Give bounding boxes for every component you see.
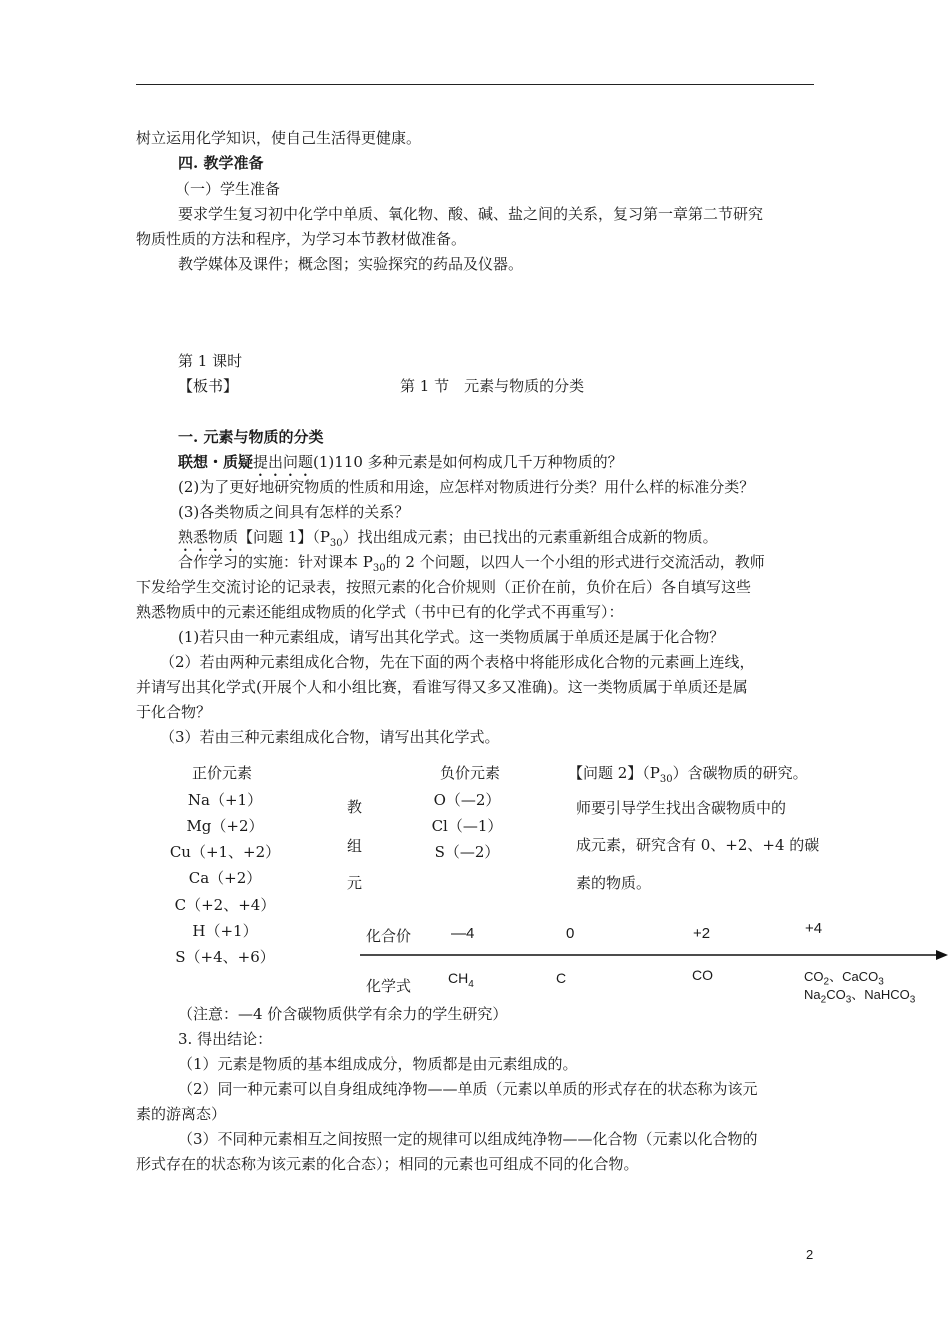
formula-text: CO (804, 969, 824, 984)
problem-1-text: ）找出组成元素；由已找出的元素重新组合成新的物质。 (342, 528, 718, 546)
board-label: 【板书】 (178, 377, 239, 395)
intro-text: 树立运用化学知识，使自己生活得更健康。 (136, 129, 422, 147)
negative-element: S（—2） (434, 843, 500, 861)
header-rule (136, 84, 814, 85)
formula-text: CH (448, 970, 469, 986)
prep-line-1: 要求学生复习初中化学中单质、氧化物、酸、碱、盐之间的关系，复习第一章第二节研究 (178, 205, 764, 223)
conclusion-3-line-2: 形式存在的状态称为该元素的化合态）；相同的元素也可组成不同的化合物。 (136, 1155, 639, 1173)
page-subscript: 30 (372, 563, 386, 574)
question-1: (1)110 多种元素是如何构成几千万种物质的？ (313, 453, 623, 471)
raise-question-label: 提出问题 (253, 453, 314, 471)
lesson-label: 第 1 课时 (178, 352, 243, 370)
negative-valence-header: 负价元素 (440, 764, 501, 782)
cooperative-line-3: 熟悉物质中的元素还能组成物质的化学式（书中已有的化学式不再重写）： (136, 603, 624, 621)
valence-tick: +4 (805, 920, 823, 937)
coop-text-a: 合作学习的实施：针对课本 P (178, 553, 373, 571)
problem-2-line-4: 素的物质。 (576, 874, 652, 892)
middle-char: 元 (347, 874, 363, 892)
section-title: 第 1 节 元素与物质的分类 (400, 377, 585, 395)
middle-char: 组 (347, 837, 363, 855)
formula-text: Na (804, 987, 821, 1002)
problem-1-label: 【问题 1】（P (238, 528, 330, 546)
problem-2-label: 【问题 2】（P (568, 764, 660, 782)
positive-element: Mg（+2） (186, 817, 264, 835)
problem-2-line-3: 成元素，研究含有 0、+2、+4 的碳 (576, 836, 820, 854)
conclusion-1: （1）元素是物质的基本组成成分，物质都是由元素组成的。 (178, 1055, 578, 1073)
valence-tick: 0 (566, 925, 575, 942)
task-1: (1)若只由一种元素组成，请写出其化学式。这一类物质属于单质还是属于化合物？ (178, 628, 725, 646)
formula-text: 、NaHCO (851, 987, 910, 1002)
valence-tick: +2 (693, 925, 711, 942)
task-2-line-2: 并请写出其化学式(开展个人和小组比赛，看谁写得又多又准确)。这一类物质属于单质还是属 (136, 678, 748, 696)
valence-axis-arrow (360, 945, 950, 965)
task-2-line-3: 于化合物？ (136, 703, 212, 721)
formula-subscript: 3 (845, 994, 852, 1006)
positive-valence-header: 正价元素 (192, 764, 253, 782)
conclusion-heading: 3. 得出结论： (178, 1030, 273, 1048)
formula-subscript: 2 (823, 976, 830, 988)
positive-element: Cu（+1、+2） (169, 843, 281, 861)
formula-na2co3-nahco3 (804, 984, 915, 1006)
formula-carbon: C (556, 970, 567, 986)
middle-char: 教 (347, 798, 363, 816)
formula-subscript: 4 (468, 978, 474, 990)
formula-text: 、CaCO (829, 969, 879, 984)
conclusion-2-line-1: （2）同一种元素可以自身组成纯净物——单质（元素以单质的形式存在的状态称为该元 (178, 1080, 758, 1098)
positive-element: Ca（+2） (188, 869, 262, 887)
conclusion-3-line-1: （3）不同种元素相互之间按照一定的规律可以组成纯净物——化合物（元素以化合物的 (178, 1130, 758, 1148)
negative-element: O（—2） (433, 791, 501, 809)
problem-2-line-1 (568, 762, 808, 785)
page-subscript: 30 (659, 774, 673, 785)
page-subscript: 30 (329, 538, 343, 549)
prep-line-2: 物质性质的方法和程序，为学习本节教材做准备。 (136, 230, 467, 248)
association-label: 联想・质疑 (178, 453, 254, 471)
positive-element: S（+4、+6） (175, 948, 275, 966)
problem-2-line-2: 师要引导学生找出含碳物质中的 (576, 799, 787, 817)
problem-2-text: ）含碳物质的研究。 (672, 764, 808, 782)
student-prep-heading: （一）学生准备 (175, 180, 281, 198)
prep-line-3: 教学媒体及课件；概念图；实验探究的药品及仪器。 (178, 255, 524, 273)
note: （注意：—4 价含碳物质供学有余力的学生研究） (178, 1005, 508, 1023)
formula-methane (448, 970, 474, 990)
formula-axis-label: 化学式 (366, 977, 412, 995)
positive-element: Na（+1） (187, 791, 263, 809)
question-2: (2)为了更好地研究物质的性质和用途，应怎样对物质进行分类？用什么样的标准分类？ (178, 478, 755, 496)
formula-subscript: 3 (909, 994, 916, 1006)
task-3: （3）若由三种元素组成化合物，请写出其化学式。 (160, 728, 500, 746)
coop-text-b: 的 2 个问题，以四人一个小组的形式进行交流活动，教师 (385, 553, 765, 571)
familiar-substances-label: 熟悉物质 (178, 528, 239, 546)
page-number: 2 (806, 1247, 814, 1262)
positive-element: H（+1） (192, 922, 258, 940)
formula-carbon-monoxide: CO (692, 967, 713, 983)
question-3: (3)各类物质之间具有怎样的关系？ (178, 503, 410, 521)
section-4-heading: 四. 教学准备 (178, 154, 264, 172)
formula-subscript: 3 (878, 976, 884, 988)
task-2-line-1: （2）若由两种元素组成化合物，先在下面的两个表格中将能形成化合物的元素画上连线， (160, 653, 755, 671)
conclusion-2-line-2: 素的游离态） (136, 1105, 227, 1123)
cooperative-line-2: 下发给学生交流讨论的记录表，按照元素的化合价规则（正价在前，负价在后）各自填写这些 (136, 578, 752, 596)
formula-subscript: 2 (820, 994, 827, 1006)
formula-text: CO (826, 987, 846, 1002)
heading-element-classification: 一. 元素与物质的分类 (178, 428, 324, 446)
valence-axis-label: 化合价 (366, 927, 412, 945)
valence-tick: —4 (451, 925, 475, 942)
negative-element: Cl（—1） (431, 817, 503, 835)
positive-element: C（+2、+4） (174, 896, 276, 914)
